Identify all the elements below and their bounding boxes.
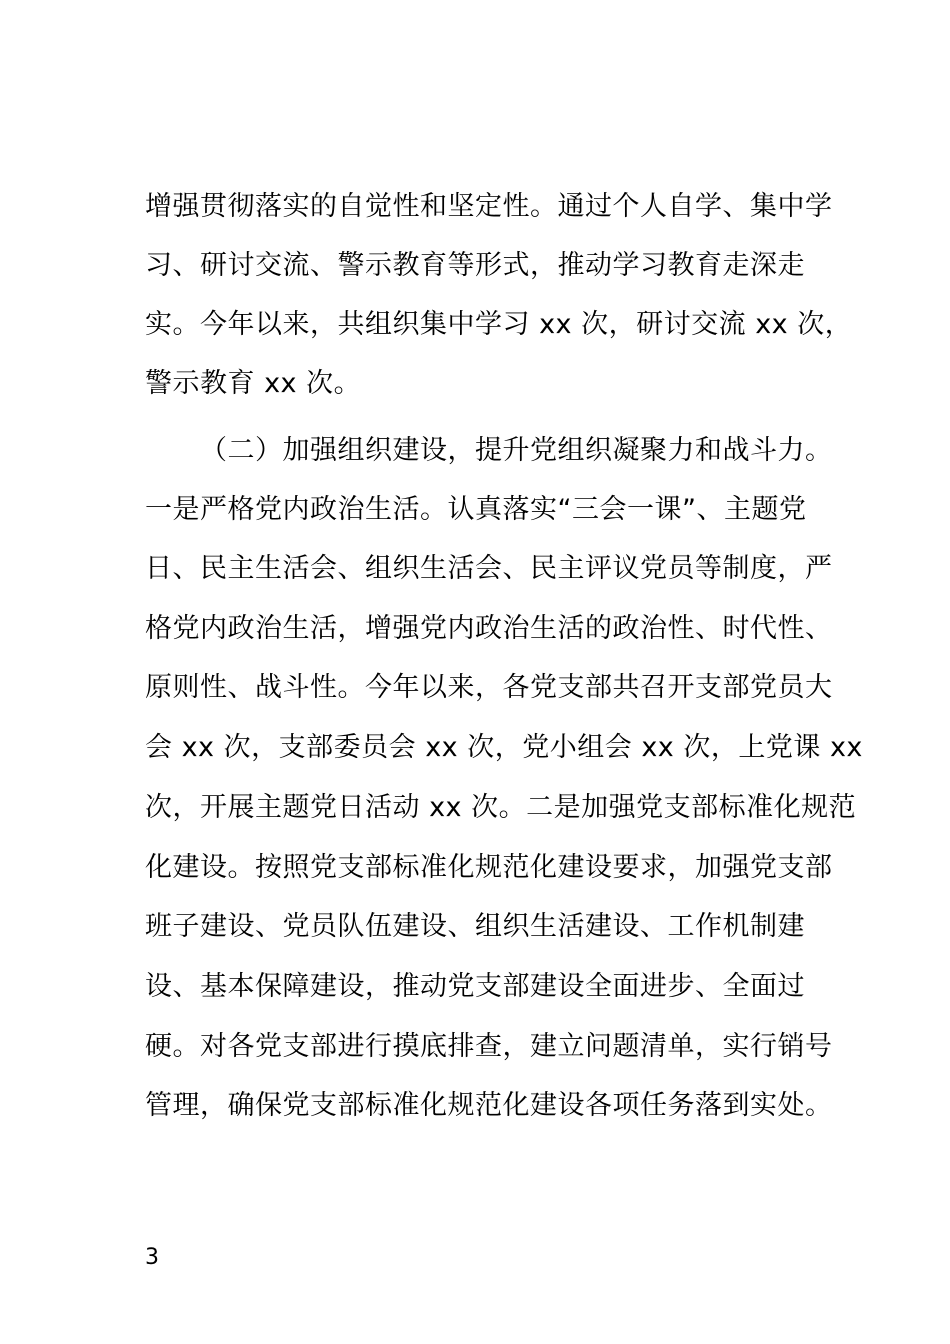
text-line: 次，开展主题党日活动 xx 次。二是加强党支部标准化规范 bbox=[145, 792, 857, 823]
text-line: 日、民主生活会、组织生活会、民主评议党员等制度，严 bbox=[145, 553, 833, 584]
page-number: 3 bbox=[145, 1245, 159, 1270]
text-line: 会 xx 次，支部委员会 xx 次，党小组会 xx 次，上党课 xx bbox=[145, 732, 863, 763]
text-line: 化建设。按照党支部标准化规范化建设要求，加强党支部 bbox=[145, 852, 833, 883]
text-line: 设、基本保障建设，推动党支部建设全面进步、全面过 bbox=[145, 971, 805, 1002]
text-line: 增强贯彻落实的自觉性和坚定性。通过个人自学、集中学 bbox=[145, 191, 833, 222]
text-line: 警示教育 xx 次。 bbox=[145, 368, 362, 399]
section-heading: （二）加强组织建设，提升党组织凝聚力和战斗力。 bbox=[200, 435, 833, 466]
text-line: 实。今年以来，共组织集中学习 xx 次，研讨交流 xx 次， bbox=[145, 309, 853, 340]
text-line: 一是严格党内政治生活。认真落实“三会一课”、主题党 bbox=[145, 494, 807, 525]
text-line: 习、研讨交流、警示教育等形式，推动学习教育走深走 bbox=[145, 250, 805, 281]
text-line: 格党内政治生活，增强党内政治生活的政治性、时代性、 bbox=[145, 613, 833, 644]
text-line: 原则性、战斗性。今年以来，各党支部共召开支部党员大 bbox=[145, 672, 833, 703]
text-line: 管理，确保党支部标准化规范化建设各项任务落到实处。 bbox=[145, 1090, 833, 1121]
text-line: 班子建设、党员队伍建设、组织生活建设、工作机制建 bbox=[145, 911, 805, 942]
text-line: 硬。对各党支部进行摸底排查，建立问题清单，实行销号 bbox=[145, 1031, 833, 1062]
